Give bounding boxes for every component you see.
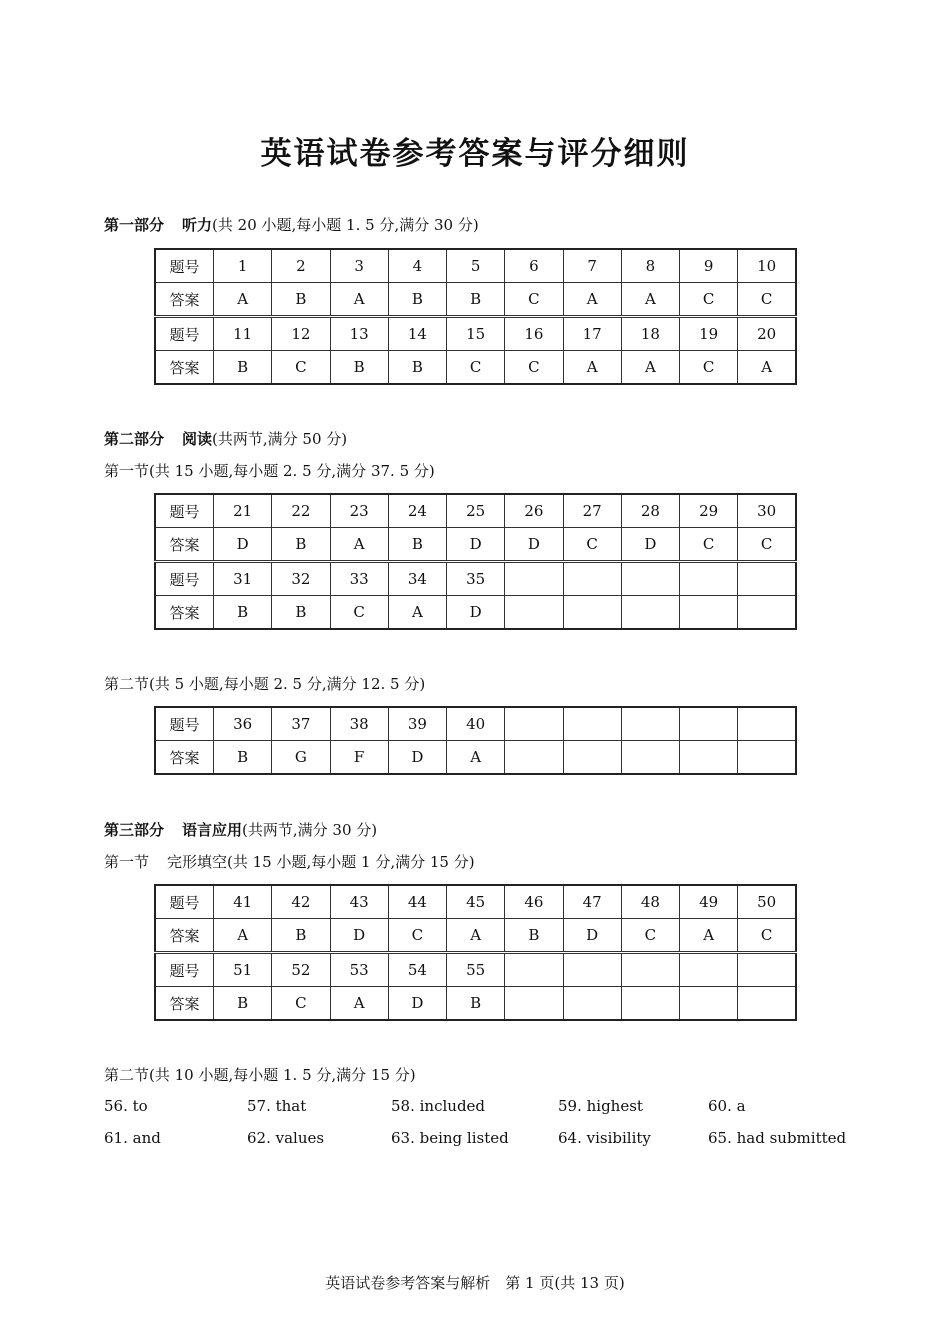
question-number-cell: 26	[505, 494, 563, 528]
answer-cell: C	[505, 351, 563, 385]
answer-header: 答案	[155, 283, 214, 317]
table-row	[155, 562, 796, 596]
fill-answer-56: 56. to	[104, 1097, 148, 1115]
question-number-cell: 50	[738, 885, 796, 919]
question-number-cell: 54	[388, 953, 446, 987]
question-number-cell: 24	[388, 494, 446, 528]
answer-cell: C	[738, 919, 796, 953]
question-number-cell	[563, 562, 621, 596]
answer-cell: A	[563, 351, 621, 385]
table-row	[155, 283, 796, 317]
part1-label: 第一部分	[104, 216, 165, 234]
answer-cell: A	[330, 283, 388, 317]
table-row	[155, 596, 796, 630]
part3-section1-answer-table	[154, 884, 797, 1021]
question-number-cell: 7	[563, 249, 621, 283]
question-number-cell	[621, 562, 679, 596]
answer-cell	[680, 741, 738, 775]
question-number-cell: 1	[214, 249, 272, 283]
question-number-cell	[505, 953, 563, 987]
question-number-cell: 41	[214, 885, 272, 919]
question-number-cell: 55	[447, 953, 505, 987]
question-number-cell: 35	[447, 562, 505, 596]
part1-answer-table	[154, 248, 797, 385]
answer-cell: D	[563, 919, 621, 953]
answer-cell	[680, 596, 738, 630]
answer-cell: A	[621, 351, 679, 385]
answer-cell: B	[214, 987, 272, 1021]
question-number-header: 题号	[155, 249, 214, 283]
question-number-cell: 39	[388, 707, 446, 741]
answer-cell: D	[388, 987, 446, 1021]
answer-cell	[738, 596, 796, 630]
question-number-cell	[680, 953, 738, 987]
question-number-cell	[738, 562, 796, 596]
question-number-cell: 4	[388, 249, 446, 283]
part3-name: 语言应用	[182, 821, 243, 839]
part3-section1-heading	[104, 851, 475, 872]
answer-cell	[563, 741, 621, 775]
answer-cell	[563, 987, 621, 1021]
question-number-cell: 44	[388, 885, 446, 919]
table-row	[155, 351, 796, 385]
answer-cell: A	[214, 283, 272, 317]
fill-answer-59: 59. highest	[558, 1097, 643, 1115]
answer-cell: D	[447, 596, 505, 630]
answer-header: 答案	[155, 528, 214, 562]
answer-cell: D	[214, 528, 272, 562]
answer-cell: A	[330, 987, 388, 1021]
part1-name: 听力	[182, 216, 213, 234]
answer-cell: D	[505, 528, 563, 562]
answer-cell: B	[330, 351, 388, 385]
answer-cell: A	[563, 283, 621, 317]
question-number-cell	[621, 707, 679, 741]
answer-cell	[505, 596, 563, 630]
part3-section1-title: 完形填空(共 15 小题,每小题 1 分,满分 15 分)	[167, 853, 475, 871]
question-number-cell: 11	[214, 317, 272, 351]
part2-section2-answer-table	[154, 706, 797, 775]
question-number-cell: 29	[680, 494, 738, 528]
part3-heading	[104, 819, 377, 840]
part2-name: 阅读	[182, 430, 213, 448]
question-number-cell: 38	[330, 707, 388, 741]
fill-answer-63: 63. being listed	[391, 1129, 509, 1147]
question-number-cell	[738, 707, 796, 741]
answer-cell: C	[388, 919, 446, 953]
question-number-cell: 21	[214, 494, 272, 528]
answer-cell: C	[563, 528, 621, 562]
part2-desc: (共两节,满分 50 分)	[212, 430, 348, 448]
answer-cell: C	[680, 283, 738, 317]
fill-answer-60: 60. a	[708, 1097, 746, 1115]
answer-cell	[621, 741, 679, 775]
part3-section1-prefix: 第一节	[104, 853, 150, 871]
answer-cell	[738, 987, 796, 1021]
answer-cell: B	[272, 919, 330, 953]
answer-cell: G	[272, 741, 330, 775]
answer-cell: B	[272, 596, 330, 630]
question-number-cell: 31	[214, 562, 272, 596]
answer-cell: C	[738, 283, 796, 317]
answer-cell: C	[272, 351, 330, 385]
question-number-cell: 49	[680, 885, 738, 919]
question-number-cell: 37	[272, 707, 330, 741]
question-number-cell: 32	[272, 562, 330, 596]
answer-cell: B	[388, 283, 446, 317]
answer-cell	[680, 987, 738, 1021]
part2-label: 第二部分	[104, 430, 165, 448]
answer-cell	[738, 741, 796, 775]
answer-cell: C	[738, 528, 796, 562]
question-number-header: 题号	[155, 562, 214, 596]
answer-cell: A	[621, 283, 679, 317]
question-number-cell: 5	[447, 249, 505, 283]
question-number-cell: 30	[738, 494, 796, 528]
answer-cell: F	[330, 741, 388, 775]
answer-cell: A	[330, 528, 388, 562]
question-number-cell	[680, 562, 738, 596]
answer-cell: A	[214, 919, 272, 953]
table-row	[155, 249, 796, 283]
answer-cell: C	[447, 351, 505, 385]
answer-cell: C	[680, 528, 738, 562]
answer-cell	[505, 987, 563, 1021]
fill-answer-57: 57. that	[247, 1097, 307, 1115]
fill-answer-65: 65. had submitted	[708, 1129, 847, 1147]
question-number-cell: 43	[330, 885, 388, 919]
table-row	[155, 953, 796, 987]
answer-cell	[621, 987, 679, 1021]
answer-header: 答案	[155, 919, 214, 953]
question-number-cell: 27	[563, 494, 621, 528]
answer-cell: B	[214, 741, 272, 775]
answer-cell	[621, 596, 679, 630]
question-number-cell	[680, 707, 738, 741]
answer-cell: A	[447, 919, 505, 953]
question-number-cell: 6	[505, 249, 563, 283]
answer-header: 答案	[155, 351, 214, 385]
answer-cell: B	[388, 351, 446, 385]
question-number-cell: 14	[388, 317, 446, 351]
fill-answer-58: 58. included	[391, 1097, 486, 1115]
answer-cell: B	[272, 283, 330, 317]
part2-section1-heading: 第一节(共 15 小题,每小题 2. 5 分,满分 37. 5 分)	[104, 462, 435, 480]
question-number-cell	[505, 707, 563, 741]
question-number-cell: 9	[680, 249, 738, 283]
answer-cell: B	[214, 596, 272, 630]
part3-desc: (共两节,满分 30 分)	[242, 821, 378, 839]
question-number-header: 题号	[155, 707, 214, 741]
table-row	[155, 987, 796, 1021]
part2-section1-answer-table	[154, 493, 797, 630]
answer-cell: A	[447, 741, 505, 775]
part1-desc: (共 20 小题,每小题 1. 5 分,满分 30 分)	[212, 216, 479, 234]
answer-cell	[563, 596, 621, 630]
answer-header: 答案	[155, 987, 214, 1021]
table-row	[155, 885, 796, 919]
answer-cell: C	[505, 283, 563, 317]
question-number-cell: 22	[272, 494, 330, 528]
answer-cell	[505, 741, 563, 775]
question-number-cell	[505, 562, 563, 596]
answer-cell: D	[621, 528, 679, 562]
question-number-cell: 13	[330, 317, 388, 351]
fill-answer-64: 64. visibility	[558, 1129, 651, 1147]
question-number-cell: 2	[272, 249, 330, 283]
question-number-cell: 19	[680, 317, 738, 351]
question-number-cell	[563, 953, 621, 987]
answer-cell: B	[447, 987, 505, 1021]
question-number-cell: 8	[621, 249, 679, 283]
part1-heading	[104, 214, 479, 235]
fill-answer-62: 62. values	[247, 1129, 325, 1147]
answer-header: 答案	[155, 596, 214, 630]
question-number-header: 题号	[155, 494, 214, 528]
question-number-header: 题号	[155, 953, 214, 987]
answer-cell: B	[214, 351, 272, 385]
answer-header: 答案	[155, 741, 214, 775]
question-number-cell: 28	[621, 494, 679, 528]
question-number-cell	[621, 953, 679, 987]
question-number-cell	[563, 707, 621, 741]
question-number-cell: 48	[621, 885, 679, 919]
question-number-cell: 20	[738, 317, 796, 351]
question-number-cell: 45	[447, 885, 505, 919]
question-number-cell: 25	[447, 494, 505, 528]
question-number-cell	[738, 953, 796, 987]
answer-cell: A	[738, 351, 796, 385]
question-number-cell: 40	[447, 707, 505, 741]
page-title: 英语试卷参考答案与评分细则	[260, 136, 690, 172]
part3-section2-heading: 第二节(共 10 小题,每小题 1. 5 分,满分 15 分)	[104, 1066, 416, 1084]
table-row	[155, 741, 796, 775]
answer-cell: D	[447, 528, 505, 562]
question-number-cell: 16	[505, 317, 563, 351]
answer-cell: C	[680, 351, 738, 385]
question-number-cell: 34	[388, 562, 446, 596]
table-row	[155, 919, 796, 953]
question-number-header: 题号	[155, 885, 214, 919]
page-footer: 英语试卷参考答案与解析 第 1 页(共 13 页)	[325, 1274, 625, 1292]
answer-cell: B	[505, 919, 563, 953]
answer-cell: C	[272, 987, 330, 1021]
question-number-cell: 3	[330, 249, 388, 283]
question-number-cell: 18	[621, 317, 679, 351]
question-number-header: 题号	[155, 317, 214, 351]
table-row	[155, 707, 796, 741]
question-number-cell: 15	[447, 317, 505, 351]
part3-label: 第三部分	[104, 821, 165, 839]
question-number-cell: 17	[563, 317, 621, 351]
answer-cell: B	[388, 528, 446, 562]
question-number-cell: 53	[330, 953, 388, 987]
question-number-cell: 10	[738, 249, 796, 283]
question-number-cell: 51	[214, 953, 272, 987]
question-number-cell: 33	[330, 562, 388, 596]
question-number-cell: 36	[214, 707, 272, 741]
fill-answer-61: 61. and	[104, 1129, 161, 1147]
part2-heading	[104, 428, 347, 449]
answer-cell: B	[272, 528, 330, 562]
table-row	[155, 528, 796, 562]
answer-cell: C	[621, 919, 679, 953]
answer-cell: C	[330, 596, 388, 630]
table-row	[155, 494, 796, 528]
part2-section2-heading: 第二节(共 5 小题,每小题 2. 5 分,满分 12. 5 分)	[104, 675, 426, 693]
table-row	[155, 317, 796, 351]
answer-cell: D	[388, 741, 446, 775]
question-number-cell: 52	[272, 953, 330, 987]
answer-cell: D	[330, 919, 388, 953]
question-number-cell: 46	[505, 885, 563, 919]
question-number-cell: 12	[272, 317, 330, 351]
answer-cell: A	[388, 596, 446, 630]
question-number-cell: 47	[563, 885, 621, 919]
answer-cell: B	[447, 283, 505, 317]
question-number-cell: 42	[272, 885, 330, 919]
answer-cell: A	[680, 919, 738, 953]
question-number-cell: 23	[330, 494, 388, 528]
